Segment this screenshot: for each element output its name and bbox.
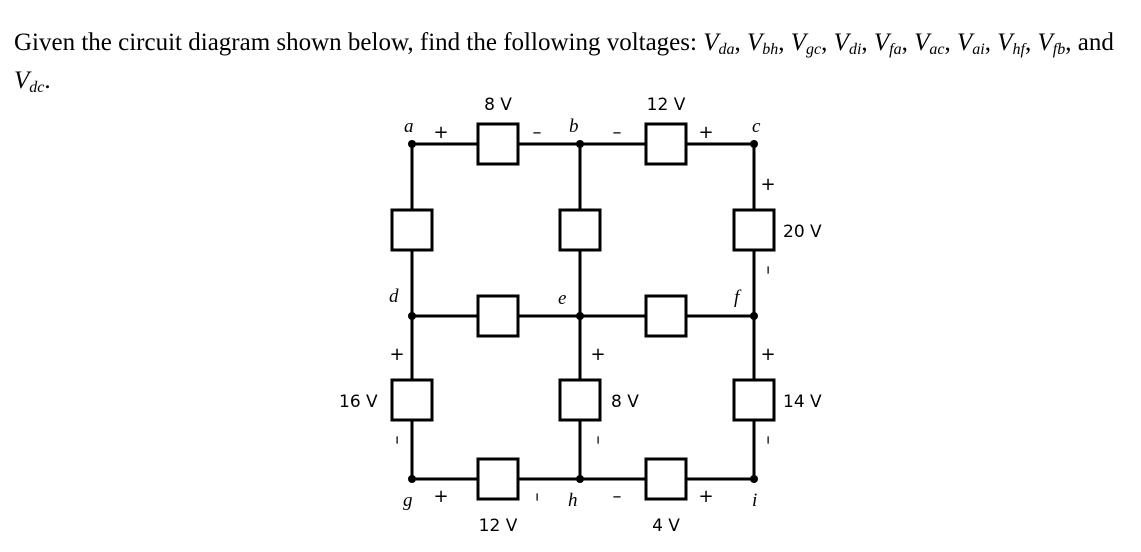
element-ad xyxy=(392,210,432,250)
node-f-dot xyxy=(750,312,758,320)
circuit-elements xyxy=(392,124,774,499)
voltage-subscript: di xyxy=(848,41,862,58)
plus-sign-hi: + xyxy=(698,486,714,507)
voltage-symbol: V xyxy=(914,29,930,56)
minus-sign-gh: – xyxy=(527,492,548,502)
plus-sign-eh: + xyxy=(590,344,606,365)
voltage-symbol: V xyxy=(14,67,30,94)
circuit-wires xyxy=(412,144,754,479)
voltage-subscript: gc xyxy=(806,41,822,58)
voltage-subscript: dc xyxy=(29,79,45,96)
element-hi xyxy=(646,459,686,499)
question-intro: Given the circuit diagram shown below, find the following voltages: xyxy=(14,29,697,56)
node-h-dot xyxy=(576,475,584,483)
voltage-symbol: V xyxy=(1037,29,1053,56)
voltage-subscript: fb xyxy=(1052,41,1066,58)
voltage-separator: , xyxy=(821,29,828,56)
node-label-g: g xyxy=(403,490,413,511)
plus-sign-dg: + xyxy=(389,344,405,365)
element-ab xyxy=(478,124,518,164)
node-label-f: f xyxy=(734,287,740,308)
voltage-label-dg: 16 V xyxy=(339,392,378,412)
voltage-subscript: fa xyxy=(889,41,902,58)
voltage-symbol: V xyxy=(957,29,973,56)
voltage-symbol: V xyxy=(703,29,719,56)
node-label-b: b xyxy=(569,116,579,137)
voltage-separator: , xyxy=(901,29,908,56)
outer-loop-wire xyxy=(412,144,754,479)
node-g-dot xyxy=(408,475,416,483)
voltage-separator: , xyxy=(861,29,868,56)
voltage-subscript: ai xyxy=(972,41,985,58)
voltage-label-bc: 12 V xyxy=(646,95,686,115)
plus-sign-cf: + xyxy=(760,174,776,195)
element-be xyxy=(560,210,600,250)
node-i-dot xyxy=(750,475,758,483)
element-ef xyxy=(646,296,686,336)
voltage-symbol: V xyxy=(833,29,849,56)
minus-sign-ab: – xyxy=(532,122,542,143)
plus-sign-fi: + xyxy=(760,344,776,365)
voltage-separator: , xyxy=(944,29,951,56)
circuit-nodes xyxy=(408,140,758,483)
and-word: and xyxy=(1077,29,1114,56)
node-b-dot xyxy=(576,140,584,148)
element-fi xyxy=(734,380,774,420)
voltage-symbol: V xyxy=(790,29,807,56)
voltage-subscript: da xyxy=(718,41,735,58)
node-d-dot xyxy=(408,312,416,320)
element-cf xyxy=(734,210,774,250)
voltage-label-eh: 8 V xyxy=(611,392,639,412)
node-label-h: h xyxy=(568,490,578,511)
voltage-label-ab: 8 V xyxy=(484,95,512,115)
voltage-symbol: V xyxy=(997,29,1013,56)
node-label-d: d xyxy=(389,286,399,307)
voltage-label-gh: 12 V xyxy=(478,516,518,536)
voltage-separator: , xyxy=(734,29,741,56)
voltage-separator: , xyxy=(984,29,991,56)
node-a-dot xyxy=(408,140,416,148)
element-eh xyxy=(560,380,600,420)
plus-sign-gh: + xyxy=(433,486,449,507)
voltage-subscript: bh xyxy=(762,41,779,58)
voltage-separator: . xyxy=(44,67,51,94)
minus-sign-fi: – xyxy=(758,435,779,445)
minus-sign-eh: – xyxy=(588,435,609,445)
plus-sign-bc: + xyxy=(698,122,714,143)
element-de xyxy=(478,296,518,336)
voltage-subscript: hf xyxy=(1012,41,1025,58)
node-c-dot xyxy=(750,140,758,148)
node-labels xyxy=(389,116,761,511)
minus-sign-bc: – xyxy=(612,122,622,143)
voltage-label-fi: 14 V xyxy=(783,392,822,412)
node-label-c: c xyxy=(752,116,761,137)
voltage-separator: , xyxy=(1024,29,1032,56)
element-dg xyxy=(392,380,432,420)
minus-sign-hi: – xyxy=(612,486,622,507)
plus-sign-ab: + xyxy=(433,122,449,143)
node-label-a: a xyxy=(404,116,414,137)
element-gh xyxy=(478,459,518,499)
element-bc xyxy=(646,124,686,164)
node-label-e: e xyxy=(558,288,567,309)
voltage-label-cf: 20 V xyxy=(783,222,822,242)
voltage-subscript: ac xyxy=(929,41,945,58)
node-e-dot xyxy=(576,312,584,320)
voltage-separator: , xyxy=(778,29,785,56)
minus-sign-cf: – xyxy=(758,265,779,275)
voltage-symbol: V xyxy=(873,29,890,56)
minus-sign-dg: – xyxy=(387,435,408,445)
node-label-i: i xyxy=(752,490,758,511)
voltage-symbol: V xyxy=(746,29,763,56)
voltage-label-hi: 4 V xyxy=(652,516,680,536)
voltage-separator: , xyxy=(1065,29,1072,56)
